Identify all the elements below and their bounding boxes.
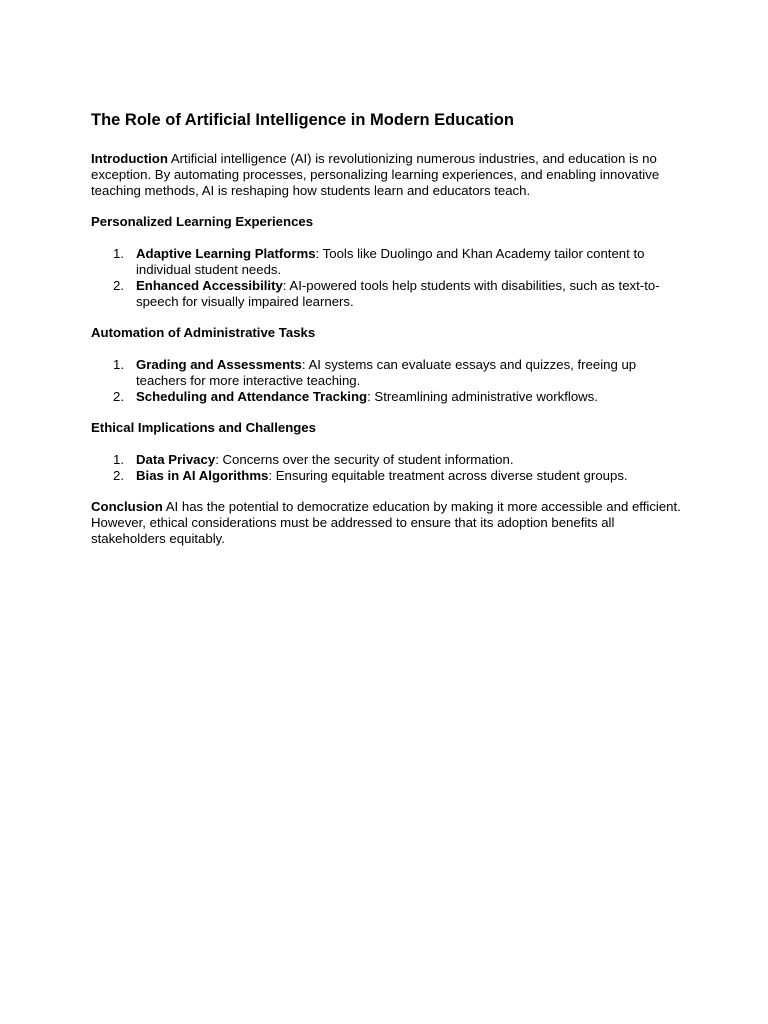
list-item-text: : Ensuring equitable treatment across diverse student groups. (268, 468, 628, 483)
list-item-number: 1. (113, 246, 124, 261)
document-title: The Role of Artificial Intelligence in Modern Education (91, 111, 514, 129)
list-item (91, 468, 687, 484)
list-item (91, 389, 687, 405)
list-item-term: Enhanced Accessibility (136, 278, 283, 293)
list-item-number: 2. (113, 278, 124, 293)
list-item-text: : Concerns over the security of student information. (215, 452, 514, 467)
conclusion-paragraph (91, 499, 687, 547)
list-item-term: Grading and Assessments (136, 357, 302, 372)
list-item-term: Data Privacy (136, 452, 216, 467)
introduction-text: Artificial intelligence (AI) is revolutionizing numerous industries, and education is no exception. By automating processes, personalizing learning experiences, and enabling innovative teaching methods, AI is reshaping how students learn and educators teach. (91, 151, 660, 198)
introduction-label: Introduction (91, 151, 168, 166)
conclusion-text: AI has the potential to democratize education by making it more accessible and efficient. However, ethical considerations must be addressed to ensure that its adoption benefits all stakeholders equitably. (91, 499, 681, 546)
section-heading-ethical-implications: Ethical Implications and Challenges (91, 420, 316, 435)
list-item (91, 357, 687, 389)
list-item-term: Bias in AI Algorithms (136, 468, 269, 483)
automation-list (91, 357, 687, 405)
document-page (91, 109, 687, 562)
list-item-term: Scheduling and Attendance Tracking (136, 389, 368, 404)
section-heading-personalized-learning: Personalized Learning Experiences (91, 214, 314, 229)
list-item-text: : Tools like Duolingo and Khan Academy tailor content to individual student needs. (136, 246, 645, 277)
introduction-paragraph (91, 151, 687, 199)
list-item-number: 2. (113, 389, 124, 404)
list-item (91, 452, 687, 468)
personalized-learning-list (91, 246, 687, 310)
list-item-text: : Streamlining administrative workflows. (367, 389, 598, 404)
list-item-term: Adaptive Learning Platforms (136, 246, 316, 261)
section-heading-automation: Automation of Administrative Tasks (91, 325, 316, 340)
conclusion-label: Conclusion (91, 499, 163, 514)
list-item-text: : AI-powered tools help students with disabilities, such as text-to-speech for visually impaired learners. (136, 278, 660, 309)
list-item-number: 1. (113, 357, 124, 372)
list-item (91, 278, 687, 310)
list-item-text: : AI systems can evaluate essays and quizzes, freeing up teachers for more interactive teaching. (136, 357, 637, 388)
list-item (91, 246, 687, 278)
list-item-number: 2. (113, 468, 124, 483)
ethical-implications-list (91, 452, 687, 484)
list-item-number: 1. (113, 452, 124, 467)
